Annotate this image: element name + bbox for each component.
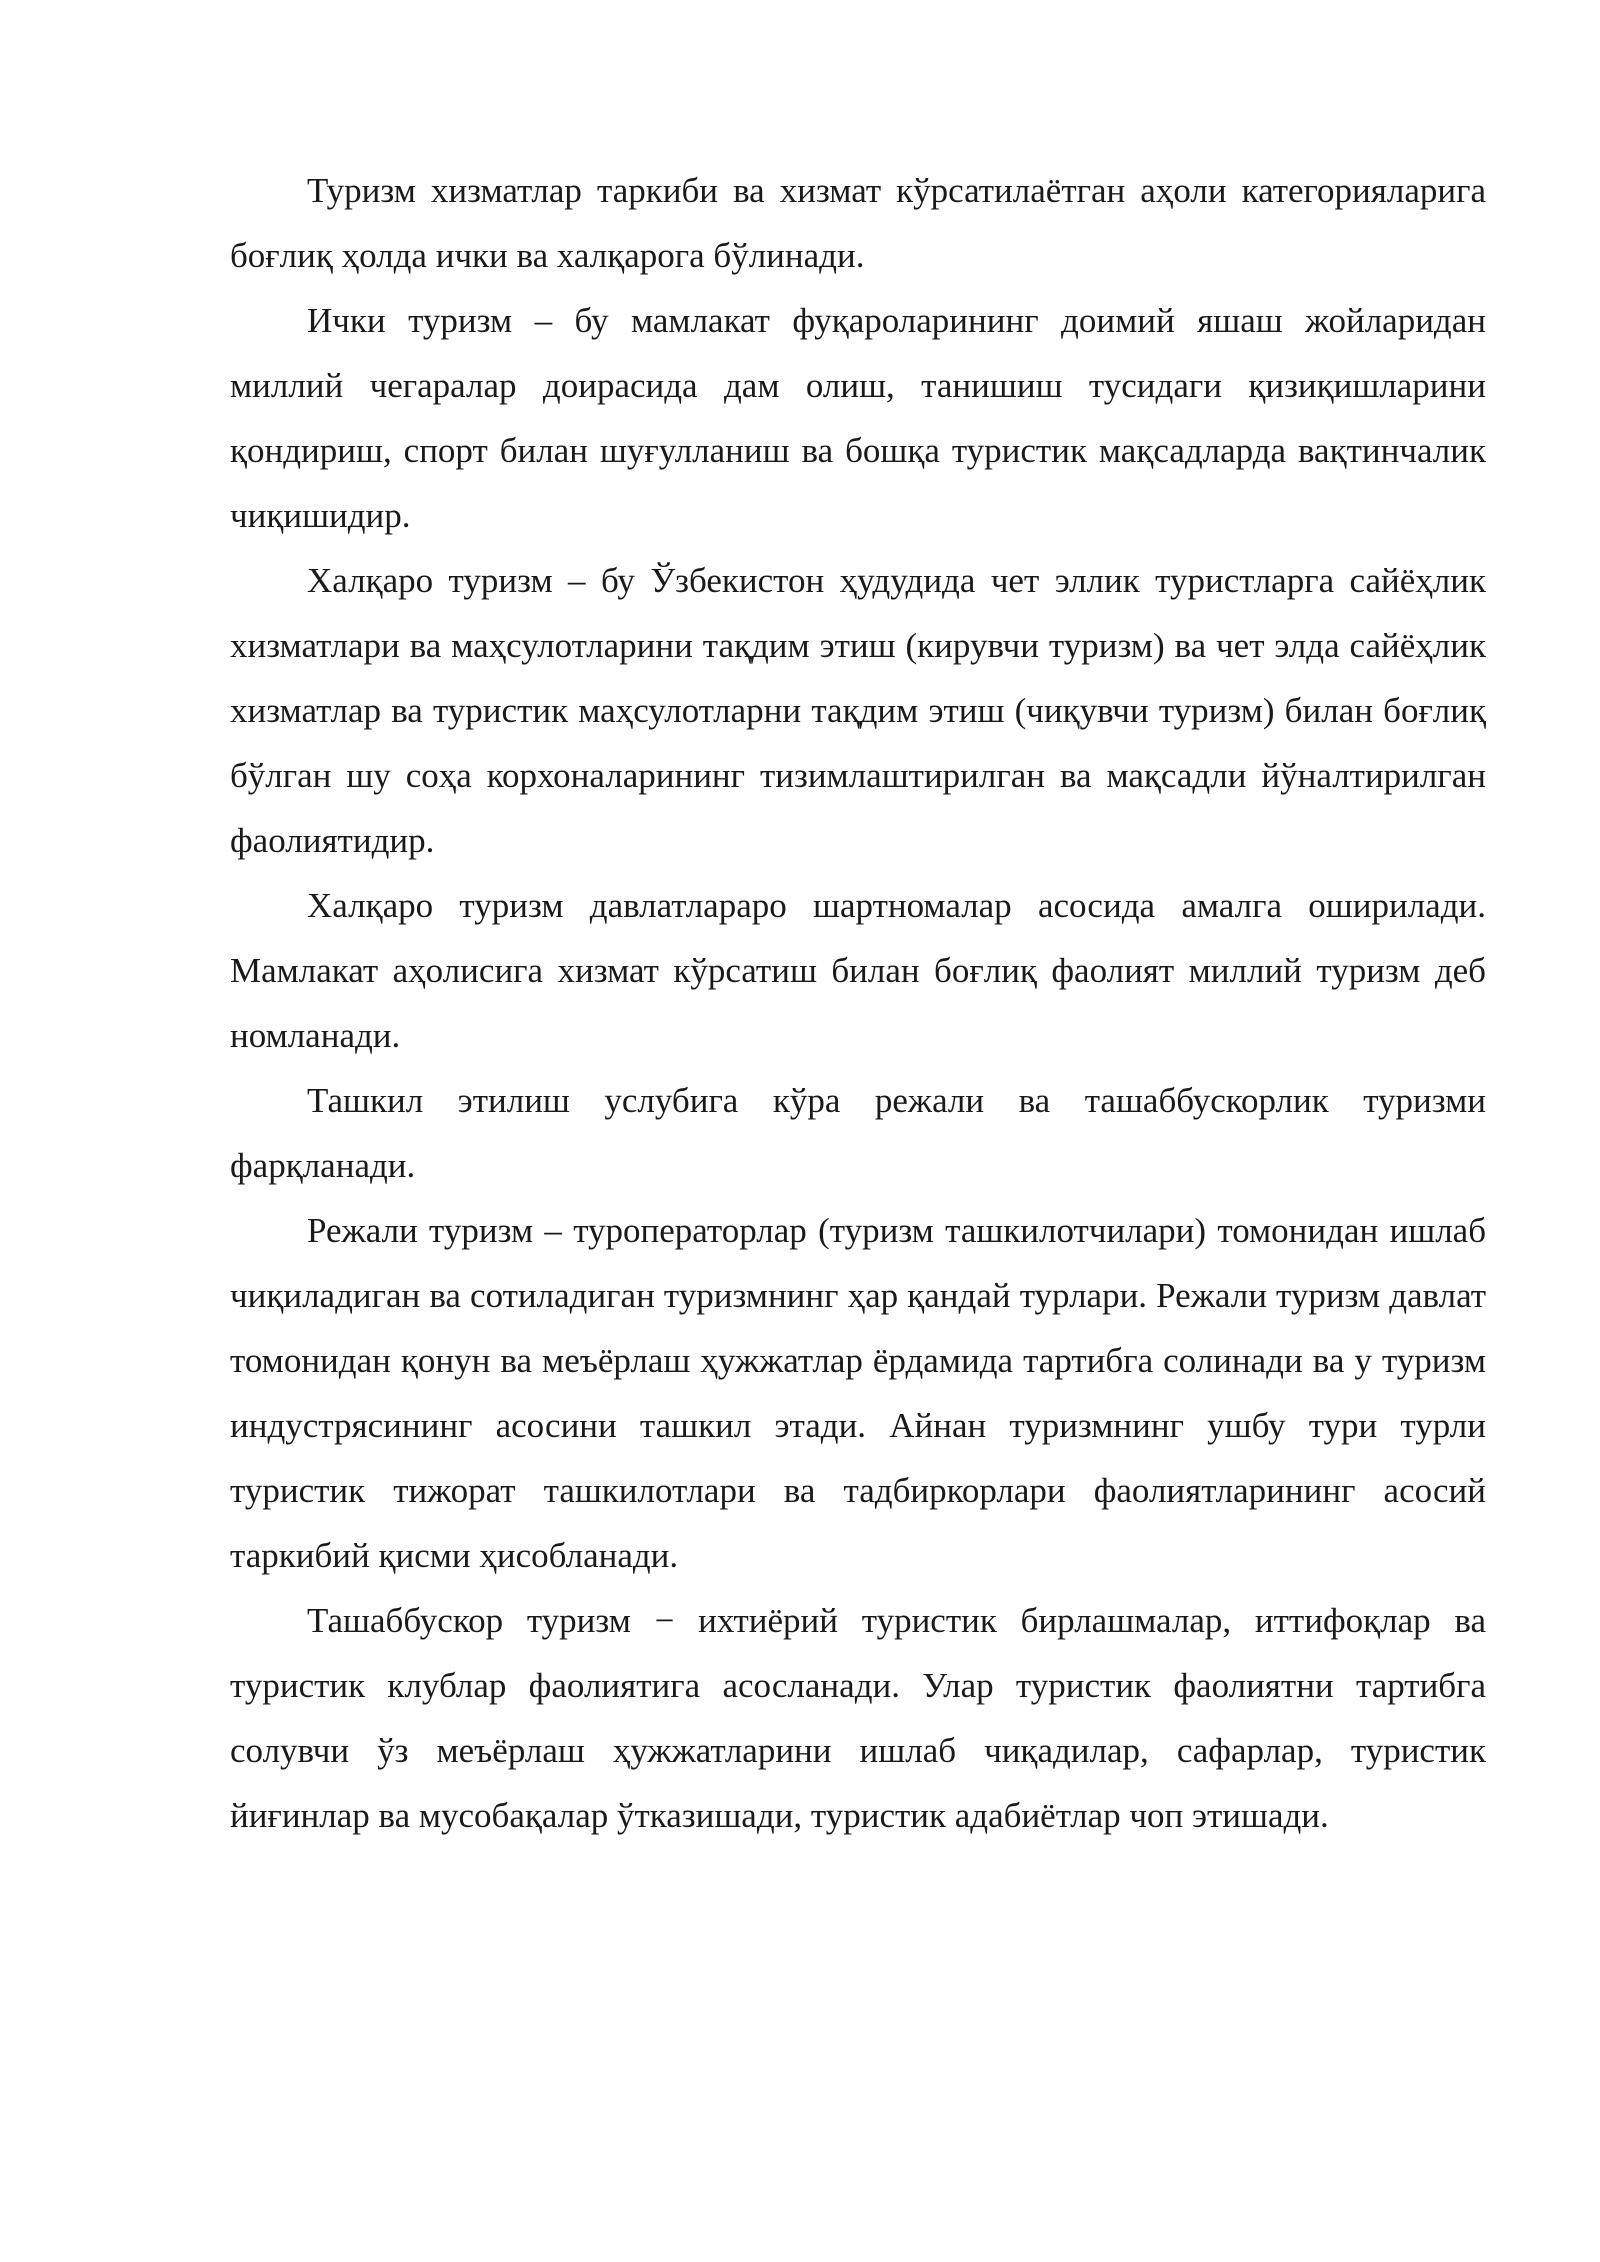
paragraph-7: Ташаббускор туризм − ихтиёрий туристик бирлашмалар, иттифоқлар ва туристик клублар фаолиятига асосланади. Улар туристик фаолиятни тартибга солувчи ўз меъёрлаш ҳужжатларини ишлаб чиқадилар, сафарлар, туристик йиғинлар ва мусобақалар ўтказишади, туристик адабиётлар чоп этишади. [230, 1601, 1486, 1835]
paragraph-6: Режали туризм – туроператорлар (туризм ташкилотчилари) томонидан ишлаб чиқиладиган ва сотиладиган туризмнинг ҳар қандай турлари. Режали туризм давлат томонидан қонун ва меъёрлаш ҳужжатлар ёрдамида тартибга солинади ва у туризм индустрясининг асосини ташкил этади. Айнан туризмнинг ушбу тури турли туристик тижорат ташкилотлари ва тадбиркорлари фаолиятларининг асосий таркибий қисми ҳисобланади. [230, 1211, 1486, 1575]
document-body [230, 158, 1486, 1848]
paragraph-5: Ташкил этилиш услубига кўра режали ва ташаббускорлик туризми фарқланади. [230, 1081, 1486, 1185]
paragraph-2: Ички туризм – бу мамлакат фуқароларининг доимий яшаш жойларидан миллий чегаралар доирасида дам олиш, танишиш тусидаги қизиқишларини қондириш, спорт билан шуғулланиш ва бошқа туристик мақсадларда вақтинчалик чиқишидир. [230, 301, 1486, 535]
paragraph-3: Халқаро туризм – бу Ўзбекистон ҳудудида чет эллик туристларга сайёҳлик хизматлари ва маҳсулотларини тақдим этиш (кирувчи туризм) ва чет элда сайёҳлик хизматлар ва туристик маҳсулотларни тақдим этиш (чиқувчи туризм) билан боғлиқ бўлган шу соҳа корхоналарининг тизимлаштирилган ва мақсадли йўналтирилган фаолиятидир. [230, 561, 1486, 860]
paragraph-4: Халқаро туризм давлатлараро шартномалар асосида амалга оширилади. Мамлакат аҳолисига хизмат кўрсатиш билан боғлиқ фаолият миллий туризм деб номланади. [230, 886, 1486, 1055]
paragraph-1: Туризм хизматлар таркиби ва хизмат кўрсатилаётган аҳоли категорияларига боғлиқ ҳолда ички ва халқарога бўлинади. [230, 171, 1486, 275]
